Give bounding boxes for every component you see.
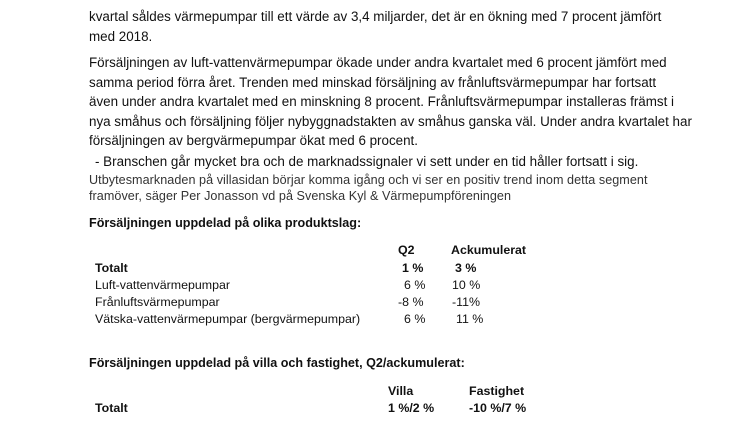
- paragraph-line: nya småhus och försäljning följer nybyggnadstakten av småhus ganska väl. Under andra kvartalet har: [89, 113, 692, 129]
- q2-value: 6 %: [404, 312, 426, 326]
- column-header-villa: Villa: [388, 384, 414, 398]
- column-header-q2: Q2: [398, 243, 415, 257]
- row-label: Totalt: [95, 261, 128, 275]
- quote-attribution: framöver, säger Per Jonasson vd på Svenska Kyl & Värmepumpföreningen: [89, 189, 512, 203]
- row-label: Totalt: [95, 401, 128, 415]
- q2-value: 6 %: [404, 278, 426, 292]
- row-label: Vätska-vattenvärmepumpar (bergvärmepumpar): [95, 312, 361, 326]
- accumulated-value: -11%: [452, 295, 481, 309]
- accumulated-value: 11 %: [456, 312, 484, 326]
- villa-table-heading: Försäljningen uppdelad på villa och fastighet, Q2/ackumulerat:: [89, 356, 465, 370]
- q2-value: 1 %: [402, 261, 424, 275]
- column-header-accumulated: Ackumulerat: [451, 243, 527, 257]
- column-header-fastighet: Fastighet: [469, 384, 525, 398]
- paragraph-line: Försäljningen av luft-vattenvärmepumpar ökade under andra kvartalet med 6 procent jämfört med: [89, 55, 667, 70]
- intro-line: med 2018.: [89, 28, 153, 44]
- sales-paragraph: [89, 53, 692, 151]
- accumulated-value: 3 %: [455, 261, 477, 275]
- intro-line: kvartal såldes värmepumpar till ett värde av 3,4 miljarder, det är en ökning med 7 procent jämfört: [89, 9, 662, 24]
- paragraph-line: försäljningen av bergvärmepumpar ökat med 6 procent.: [89, 133, 418, 148]
- quote-continuation: Utbytesmarknaden på villasidan börjar komma igång och vi ser en positiv trend inom detta segment: [89, 173, 648, 187]
- paragraph-line: även under andra kvartalet med en minskning 8 procent. Frånluftsvärmepumpar installeras främst i: [89, 94, 674, 109]
- paragraph-line: samma period förra året. Trenden med minskad försäljning av frånluftsvärmepumpar har fortsatt: [89, 74, 657, 90]
- row-label: Luft-vattenvärmepumpar: [95, 278, 230, 292]
- product-table-heading: Försäljningen uppdelad på olika produktslag:: [89, 216, 362, 230]
- q2-value: -8 %: [398, 295, 424, 309]
- quote-line: - Branschen går mycket bra och de marknadssignaler vi sett under en tid håller fortsatt i sig.: [95, 154, 639, 169]
- villa-value: 1 %/2 %: [388, 401, 435, 415]
- accumulated-value: 10 %: [452, 278, 481, 292]
- row-label: Frånluftsvärmepumpar: [95, 295, 220, 309]
- intro-paragraph: [89, 7, 689, 46]
- fastighet-value: -10 %/7 %: [469, 401, 527, 415]
